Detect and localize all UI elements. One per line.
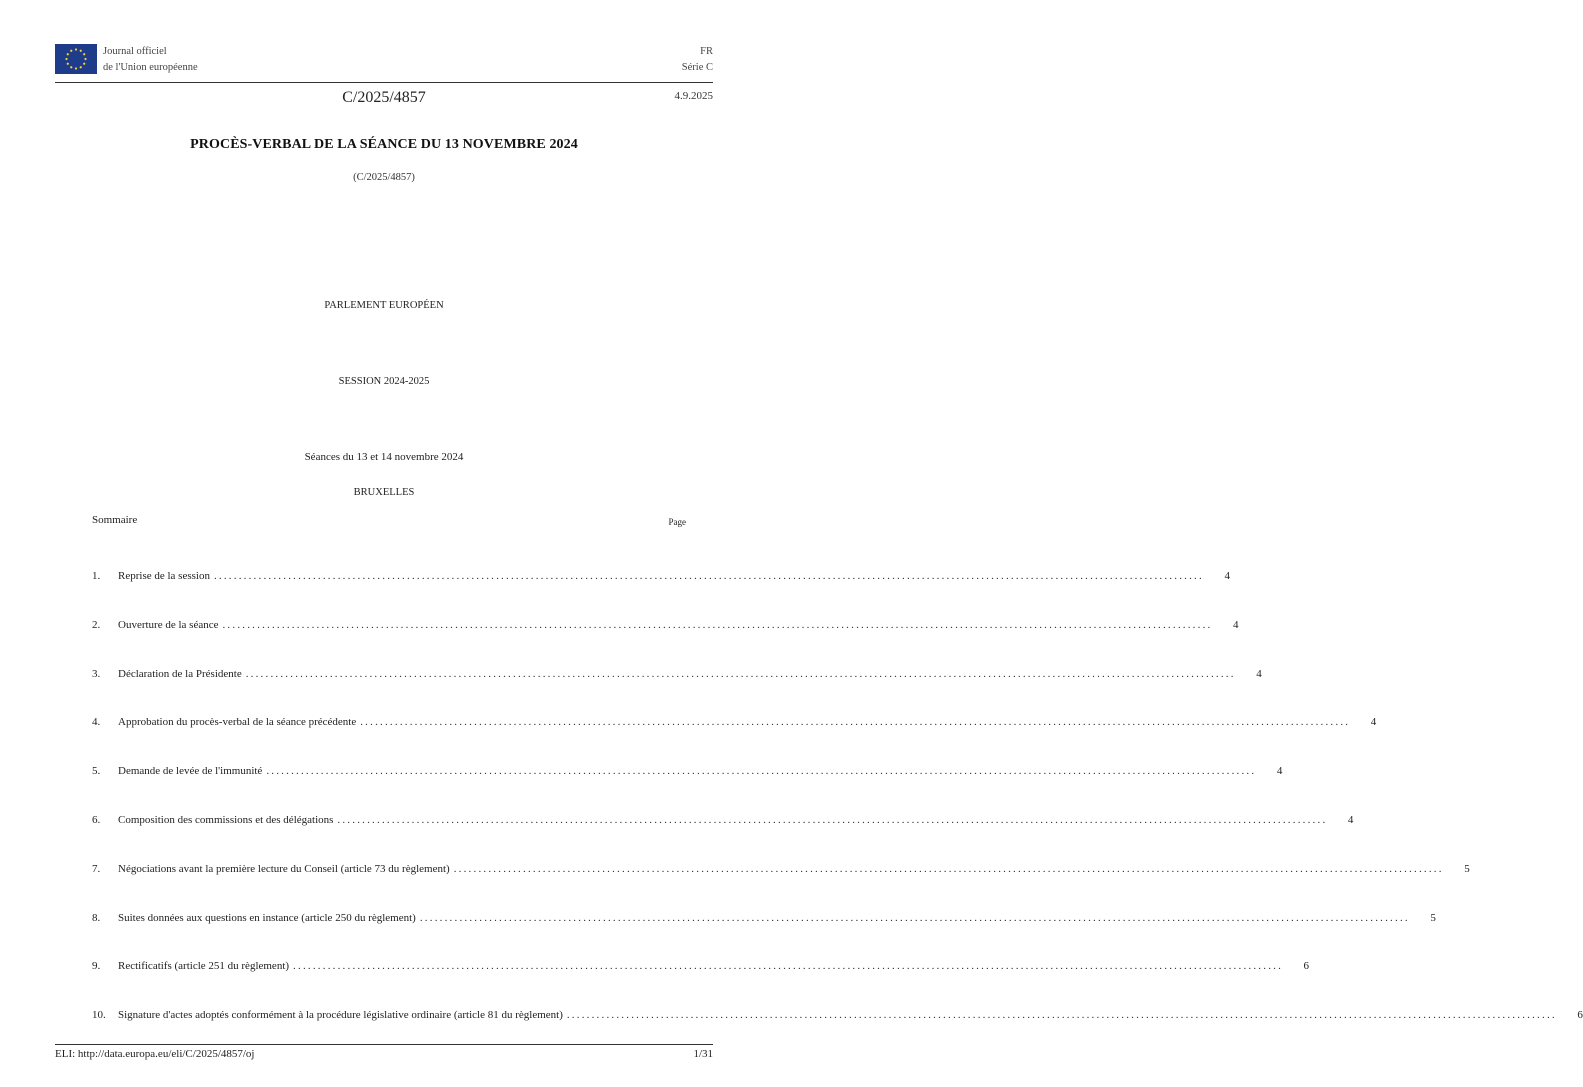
- journal-header: [55, 44, 713, 82]
- toc-item[interactable]: [92, 960, 1310, 976]
- toc-item-number: 4.: [92, 716, 101, 729]
- toc-item[interactable]: [92, 765, 1283, 781]
- language-code: FR: [700, 46, 713, 57]
- toc-dot-leader: ........................................................................................................................................................................................................: [453, 862, 1444, 875]
- toc-item-page: 4: [1347, 814, 1354, 826]
- toc-item-number: 1.: [92, 570, 101, 582]
- eu-star-icon: [67, 63, 69, 65]
- toc-item-page: 4: [1370, 716, 1377, 729]
- eu-star-icon: [83, 63, 85, 65]
- toc-dot-leader: ........................................................................................................................................................................................................: [293, 960, 1284, 973]
- toc-item-page: 4: [1224, 570, 1230, 582]
- sittings-label: Séances du 13 et 14 novembre 2024: [304, 451, 464, 463]
- toc-item[interactable]: [92, 911, 1436, 928]
- toc-heading: Sommaire: [92, 514, 138, 526]
- toc-dot-leader: ........................................................................................................................................................................................................: [419, 911, 1410, 924]
- toc-header: [92, 514, 686, 526]
- institution-name: PARLEMENT EUROPÉEN: [324, 300, 444, 311]
- toc-item[interactable]: [92, 1009, 1583, 1025]
- eu-star-icon: [65, 58, 67, 60]
- toc-item-number: 10.: [92, 1009, 106, 1022]
- toc-item-label: Composition des commissions et des délégations: [118, 814, 334, 826]
- toc-dot-leader: ........................................................................................................................................................................................................: [337, 814, 1328, 826]
- place-label: BRUXELLES: [353, 487, 415, 498]
- eu-flag-icon: [55, 44, 97, 74]
- eu-star-icon: [70, 66, 72, 68]
- toc-item-page: 4: [1232, 618, 1239, 631]
- toc-item-label: Déclaration de la Présidente: [118, 667, 242, 680]
- toc-item-label: Suites données aux questions en instance (article 250 du règlement): [118, 911, 416, 924]
- series-label: Série C: [681, 62, 713, 73]
- toc-item-number: 2.: [92, 618, 101, 631]
- toc-item[interactable]: [92, 667, 1262, 684]
- footer-divider: [55, 1044, 713, 1045]
- toc-dot-leader: ........................................................................................................................................................................................................: [266, 765, 1257, 778]
- toc-item-number: 8.: [92, 911, 101, 924]
- toc-item-number: 3.: [92, 667, 101, 680]
- eu-star-icon: [75, 67, 77, 69]
- journal-title-line1: Journal officiel: [103, 46, 167, 57]
- journal-title: [103, 44, 198, 76]
- toc-item-label: Reprise de la session: [118, 570, 210, 582]
- page-number: 1/31: [693, 1048, 713, 1060]
- eli-link[interactable]: ELI: http://data.europa.eu/eli/C/2025/4857/oj: [55, 1048, 255, 1060]
- toc-dot-leader: ........................................................................................................................................................................................................: [360, 716, 1351, 729]
- session-label: SESSION 2024-2025: [338, 376, 430, 387]
- toc-item-label: Négociations avant la première lecture du Conseil (article 73 du règlement): [118, 862, 450, 875]
- toc-item-label: Signature d'actes adoptés conformément à la procédure législative ordinaire (article 81 du règlement): [118, 1009, 563, 1022]
- document-title: PROCÈS-VERBAL DE LA SÉANCE DU 13 NOVEMBRE 2024: [190, 137, 578, 152]
- toc-item-page: 6: [1303, 960, 1310, 973]
- toc-dot-leader: ........................................................................................................................................................................................................: [566, 1009, 1557, 1022]
- header-divider: [55, 82, 713, 83]
- toc-item-number: 7.: [92, 862, 101, 875]
- toc-item-label: Demande de levée de l'immunité: [118, 765, 263, 778]
- toc-item-page: 6: [1577, 1009, 1583, 1022]
- toc-page-heading: Page: [668, 517, 686, 527]
- toc-item[interactable]: [92, 570, 1230, 586]
- toc-dot-leader: ........................................................................................................................................................................................................: [245, 667, 1236, 680]
- toc-item-label: Ouverture de la séance: [118, 618, 219, 631]
- header-meta: [682, 44, 713, 76]
- toc-item-number: 5.: [92, 765, 101, 778]
- toc-dot-leader: ........................................................................................................................................................................................................: [222, 618, 1213, 631]
- eu-star-icon: [80, 50, 82, 52]
- eu-star-icon: [84, 58, 86, 60]
- eu-star-icon: [83, 53, 85, 55]
- toc-item-page: 4: [1276, 765, 1283, 778]
- eu-star-icon: [80, 66, 82, 68]
- toc-item-page: 5: [1430, 911, 1436, 924]
- toc-dot-leader: ........................................................................................................................................................................................................: [213, 570, 1204, 582]
- toc-item[interactable]: [92, 716, 1377, 732]
- toc-item[interactable]: [92, 618, 1239, 635]
- journal-title-line2: de l'Union européenne: [103, 62, 198, 73]
- toc-item-number: 6.: [92, 814, 101, 826]
- toc-item-label: Approbation du procès-verbal de la séance précédente: [118, 716, 357, 729]
- toc-item[interactable]: [92, 814, 1354, 830]
- toc-item-page: 4: [1256, 667, 1262, 680]
- toc-item-label: Rectificatifs (article 251 du règlement): [118, 960, 290, 973]
- document-number: C/2025/4857: [342, 89, 426, 106]
- eu-star-icon: [70, 50, 72, 52]
- document-reference: (C/2025/4857): [353, 172, 415, 183]
- eu-star-icon: [75, 48, 77, 50]
- toc-item-number: 9.: [92, 960, 101, 973]
- toc-item-page: 5: [1464, 862, 1470, 875]
- document-date: 4.9.2025: [674, 90, 713, 102]
- eu-star-icon: [67, 53, 69, 55]
- toc-item[interactable]: [92, 862, 1470, 879]
